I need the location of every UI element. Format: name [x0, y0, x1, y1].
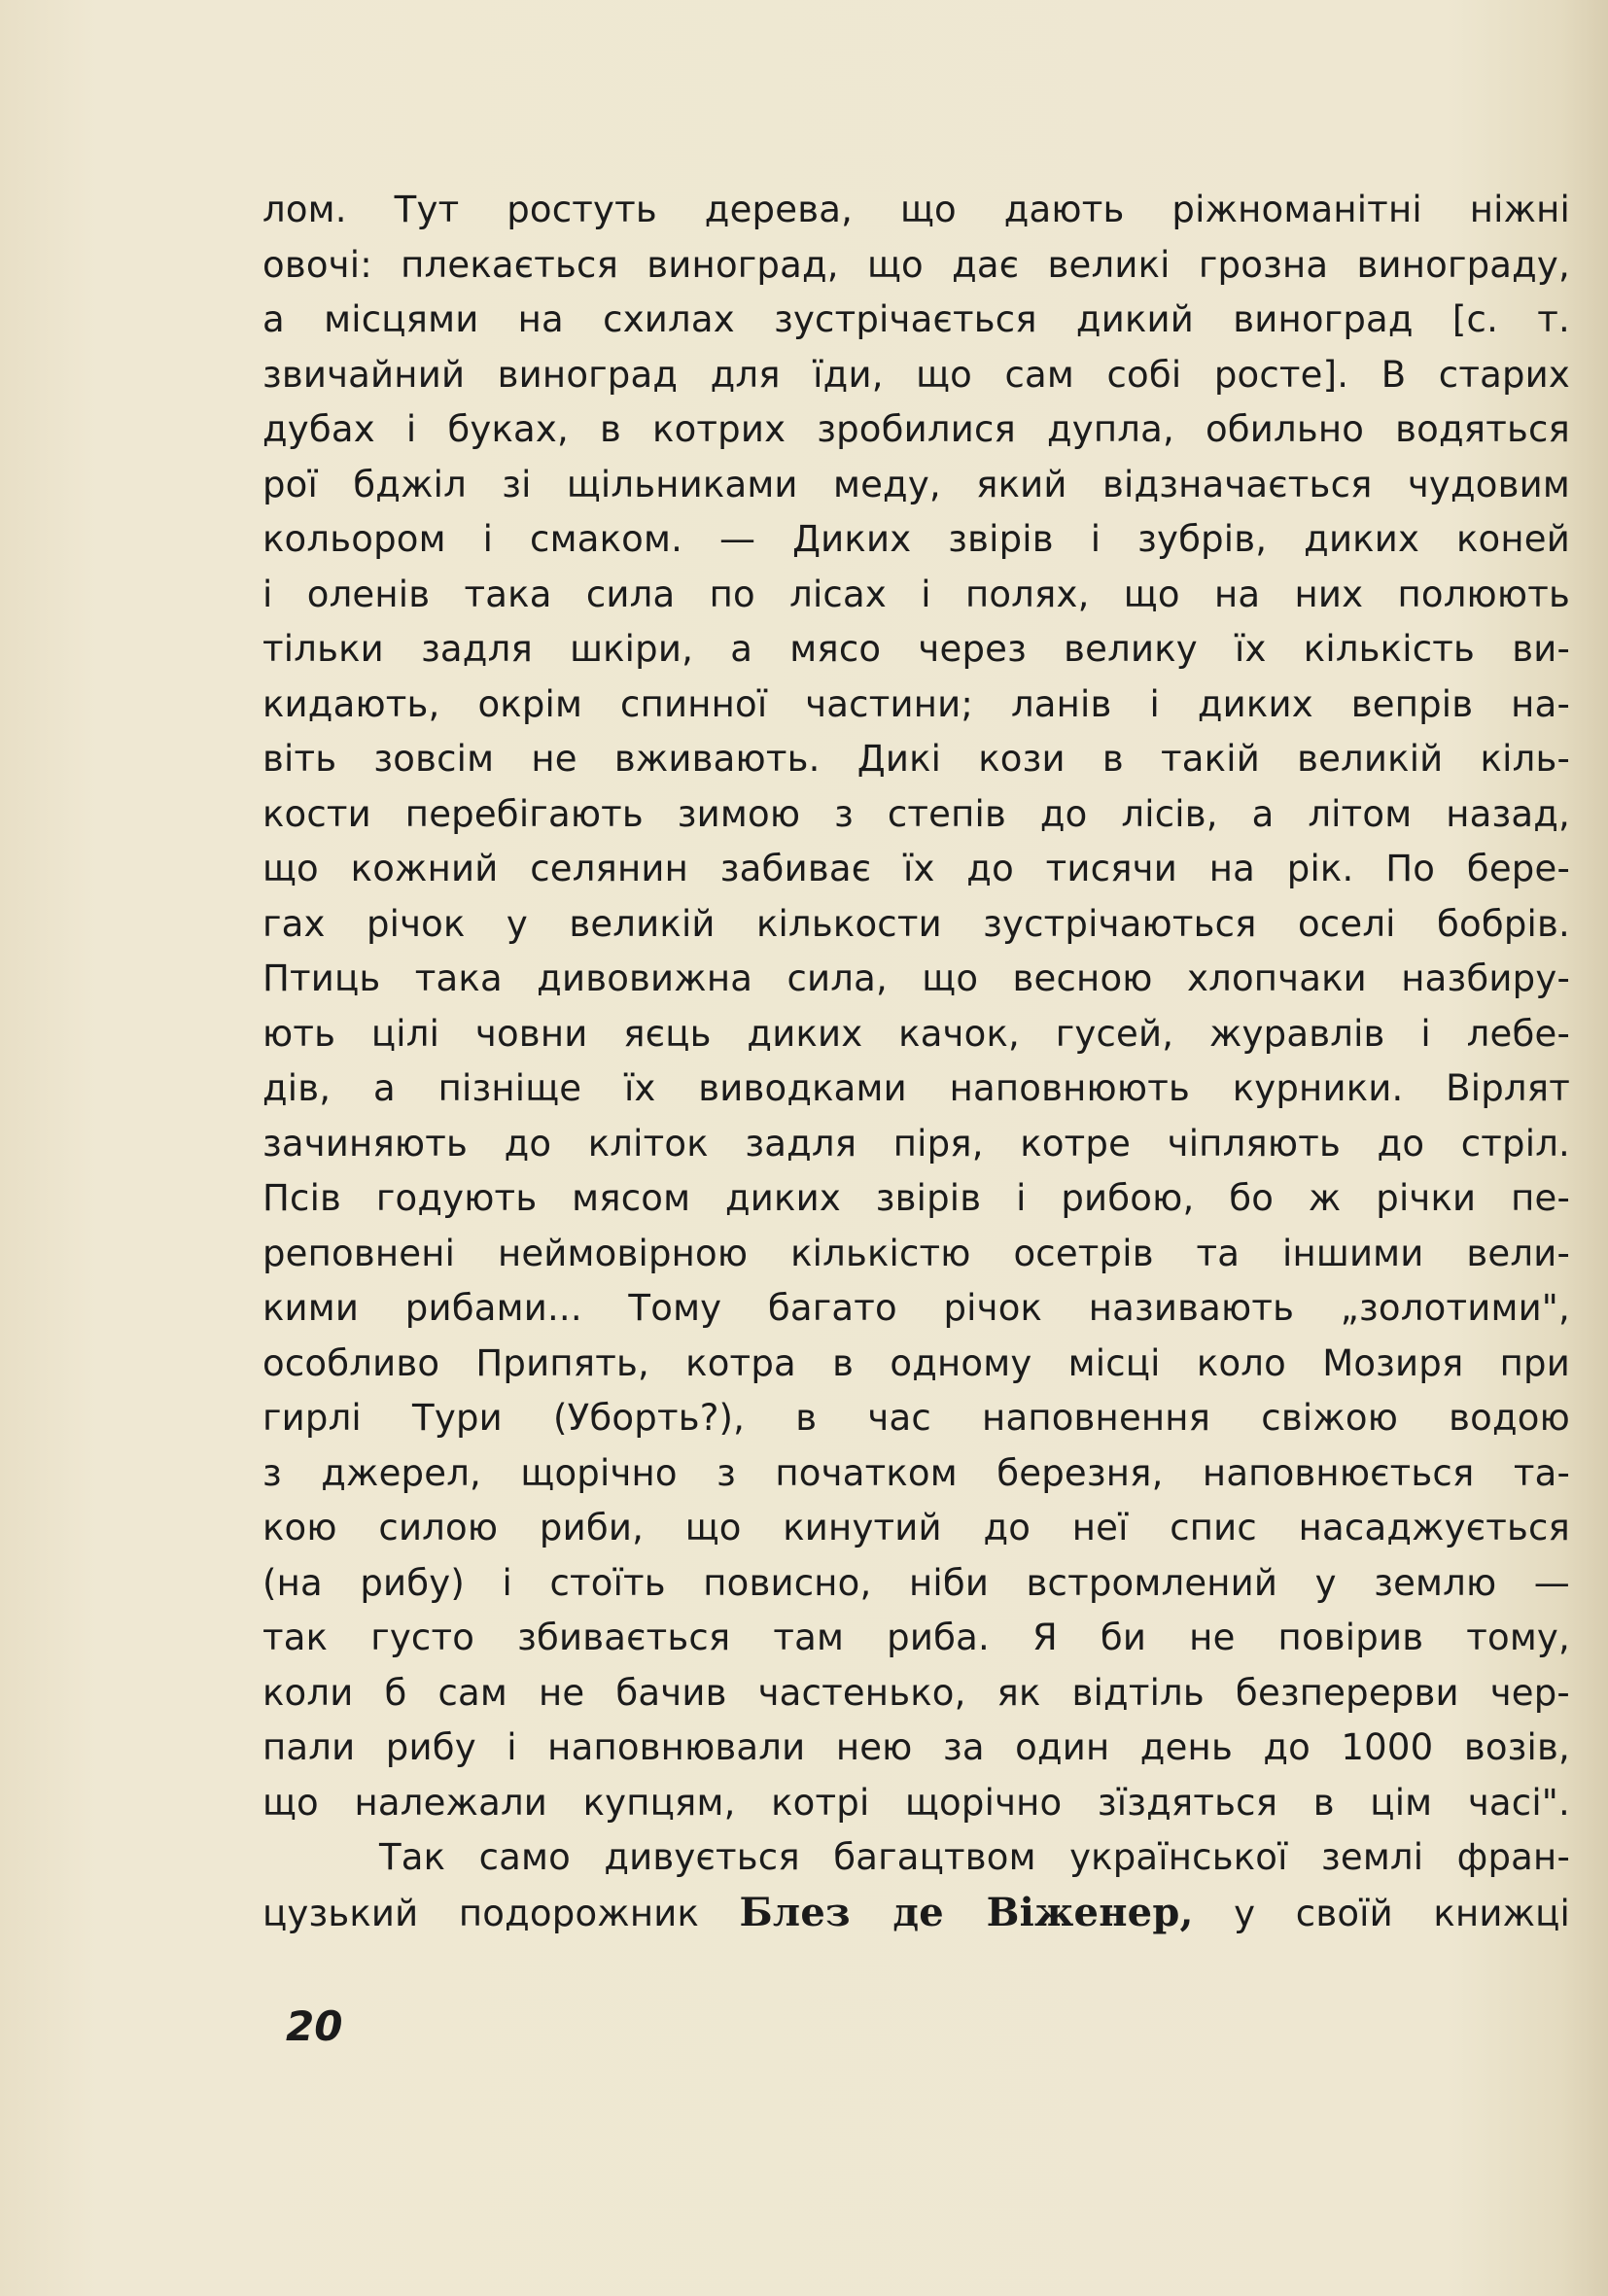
text-line: гах річок у великій кількости зустрічаються оселі бобрів. [262, 902, 1570, 945]
text-line: рої бджіл зі щільниками меду, який відзначається чудовим [262, 463, 1570, 505]
paragraph-start-line: Так само дивується багацтвом української землі фран- [379, 1836, 1570, 1878]
text-line: кольором і смаком. — Диких звірів і зубрів, диких коней [262, 518, 1570, 560]
text-line: а місцями на схилах зустрічається дикий виноград [с. т. [262, 298, 1570, 340]
text-line: що належали купцям, котрі щорічно зїздяться в цім часі". [262, 1781, 1570, 1824]
text-line: віть зовсім не вживають. Дикі кози в такій великій кіль- [262, 738, 1570, 780]
text-line-last [262, 1886, 1570, 1941]
text-line: з джерел, щорічно з початком березня, наповнюється та- [262, 1451, 1570, 1494]
text-line: кими рибами... Тому багато річок називають „золотими", [262, 1287, 1570, 1329]
text-line: реповнені неймовірною кількістю осетрів та іншими вели- [262, 1232, 1570, 1274]
text-line: коли б сам не бачив частенько, як відтіль безперерви чер- [262, 1671, 1570, 1714]
text-line: дів, а пізніще їх виводками наповнюють курники. Вірлят [262, 1067, 1570, 1109]
text-line: лом. Тут ростуть дерева, що дають ріжноманітні ніжні [262, 189, 1570, 230]
body-text [262, 183, 1570, 1940]
text-run: у своїй книжці [1193, 1892, 1570, 1934]
text-line: що кожний селянин забиває їх до тисячи на рік. По бере- [262, 848, 1570, 889]
text-line: ють цілі човни яєць диких качок, гусей, журавлів і лебе- [262, 1012, 1570, 1055]
page-number: 20 [286, 2002, 343, 2050]
text-line: особливо Припять, котра в одному місці коло Мозиря при [262, 1341, 1570, 1384]
text-line: пали рибу і наповнювали нею за один день до 1000 возів, [262, 1726, 1570, 1768]
text-line: (на рибу) і стоїть повисно, ніби встромлений у землю — [262, 1561, 1570, 1604]
text-line: зачиняють до кліток задля піря, котре чіпляють до стріл. [262, 1122, 1570, 1165]
text-line: гирлі Тури (Уборть?), в час наповнення свіжою водою [262, 1397, 1570, 1439]
text-line: тільки задля шкіри, а мясо через велику їх кількість ви- [262, 628, 1570, 670]
person-name: Блез де Віженер, [739, 1889, 1194, 1935]
text-line: і оленів така сила по лісах і полях, що на них полюють [262, 573, 1570, 615]
text-line: так густо збивається там риба. Я би не повірив тому, [262, 1617, 1570, 1658]
text-line: Птиць така дивовижна сила, що весною хлопчаки назбиру- [262, 957, 1570, 999]
text-line: дубах і буках, в котрих зробилися дупла, обильно водяться [262, 408, 1570, 450]
text-line: Псів годують мясом диких звірів і рибою, бо ж річки пе- [262, 1177, 1570, 1219]
text-run: цузький подорожник [262, 1892, 740, 1934]
text-line: овочі: плекається виноград, що дає великі грозна винограду, [262, 243, 1570, 286]
text-line: кидають, окрім спинної частини; ланів і диких вепрів на- [262, 682, 1570, 725]
text-line: кости перебігають зимою з степів до лісів, а літом назад, [262, 792, 1570, 835]
text-line: кою силою риби, що кинутий до неї спис насаджується [262, 1507, 1570, 1548]
text-line: звичайний виноград для їди, що сам собі росте]. В старих [262, 353, 1570, 396]
